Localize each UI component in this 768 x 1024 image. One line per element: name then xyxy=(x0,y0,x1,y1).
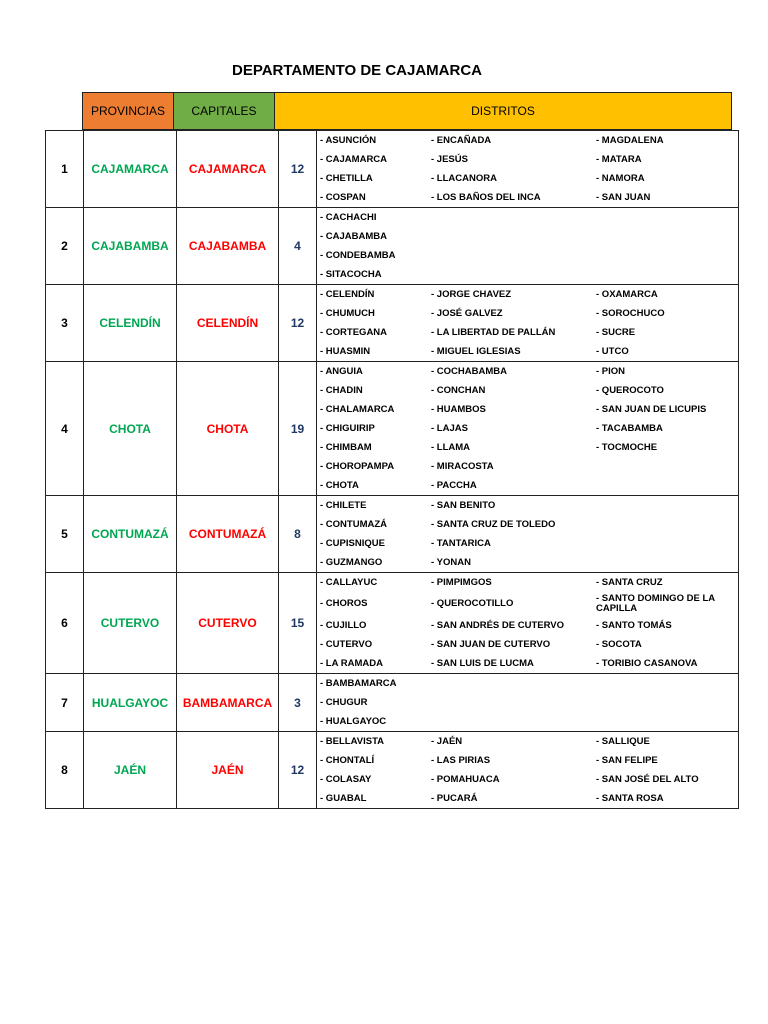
district-name: - SAN JOSÉ DEL ALTO xyxy=(596,773,699,785)
district-name: - TANTARICA xyxy=(431,537,491,549)
province-row xyxy=(46,362,739,496)
district-row xyxy=(317,732,738,751)
district-name: - JAÉN xyxy=(431,735,463,747)
district-row xyxy=(317,304,738,323)
district-name: - CORTEGANA xyxy=(320,326,388,338)
districts-list xyxy=(317,285,738,361)
district-name xyxy=(593,534,738,553)
district-row xyxy=(317,476,738,495)
district-name: - QUEROCOTO xyxy=(596,384,664,396)
district-row xyxy=(317,751,738,770)
district-name xyxy=(593,476,738,495)
district-name: - PIMPIMGOS xyxy=(431,576,492,588)
district-name xyxy=(428,693,593,712)
districts-list xyxy=(317,131,738,207)
district-name: - TACABAMBA xyxy=(596,422,663,434)
row-number: 7 xyxy=(46,674,84,732)
district-name: - POMAHUACA xyxy=(431,773,500,785)
district-name xyxy=(593,693,738,712)
district-name: - SAN JUAN DE CUTERVO xyxy=(431,638,551,650)
province-name: CAJAMARCA xyxy=(84,131,177,208)
district-row xyxy=(317,553,738,572)
page-title-text: DEPARTAMENTO DE CAJAMARCA xyxy=(231,62,482,79)
district-name: - CHIMBAM xyxy=(320,441,372,453)
district-name: - BELLAVISTA xyxy=(320,735,385,747)
districts-cell xyxy=(317,131,739,208)
districts-cell xyxy=(317,573,739,674)
row-number: 5 xyxy=(46,496,84,573)
district-row xyxy=(317,150,738,169)
provinces-table xyxy=(45,130,739,809)
capital-name: CAJABAMBA xyxy=(177,208,279,285)
capital-name: CONTUMAZÁ xyxy=(177,496,279,573)
district-name: - MAGDALENA xyxy=(596,134,664,146)
row-number: 3 xyxy=(46,285,84,362)
district-name: - ANGUIA xyxy=(320,365,363,377)
district-name: - GUABAL xyxy=(320,792,367,804)
district-row xyxy=(317,342,738,361)
district-name xyxy=(593,712,738,731)
district-name: - HUALGAYOC xyxy=(320,715,387,727)
province-row xyxy=(46,131,739,208)
district-row xyxy=(317,693,738,712)
district-name: - JORGE CHAVEZ xyxy=(431,288,512,300)
district-row xyxy=(317,496,738,515)
header-capitales: CAPITALES xyxy=(174,92,275,130)
district-name: - SAN JUAN xyxy=(596,191,651,203)
district-name: - LA RAMADA xyxy=(320,657,383,669)
district-name xyxy=(428,208,593,227)
district-name: - CUTERVO xyxy=(320,638,373,650)
district-name: - SANTA CRUZ xyxy=(596,576,663,588)
district-name: - CONTUMAZÁ xyxy=(320,518,388,530)
districts-list xyxy=(317,732,738,808)
district-name xyxy=(593,457,738,476)
districts-cell xyxy=(317,496,739,573)
district-name: - CHILETE xyxy=(320,499,367,511)
page-title xyxy=(0,62,768,79)
district-name: - SANTA CRUZ DE TOLEDO xyxy=(431,518,556,530)
district-name xyxy=(593,246,738,265)
district-name: - PACCHA xyxy=(431,479,477,491)
districts-list xyxy=(317,573,738,673)
province-row xyxy=(46,732,739,809)
district-count: 12 xyxy=(279,131,317,208)
district-name: - MIRACOSTA xyxy=(431,460,494,472)
row-number: 2 xyxy=(46,208,84,285)
district-name: - CACHACHI xyxy=(320,211,377,223)
district-name: - SALLIQUE xyxy=(596,735,650,747)
district-count: 15 xyxy=(279,573,317,674)
district-name: - ENCAÑADA xyxy=(431,134,492,146)
district-name: - CHOROS xyxy=(320,598,368,609)
district-name: - COCHABAMBA xyxy=(431,365,507,377)
district-name xyxy=(428,246,593,265)
district-row xyxy=(317,208,738,227)
district-name: - OXAMARCA xyxy=(596,288,658,300)
province-name: CHOTA xyxy=(84,362,177,496)
capital-name: JAÉN xyxy=(177,732,279,809)
district-row xyxy=(317,323,738,342)
district-row xyxy=(317,674,738,693)
district-name xyxy=(428,265,593,284)
district-name: - LOS BAÑOS DEL INCA xyxy=(431,191,541,203)
district-row xyxy=(317,188,738,207)
province-row xyxy=(46,496,739,573)
district-name: - MATARA xyxy=(596,153,642,165)
district-row xyxy=(317,400,738,419)
district-name: - CELENDÍN xyxy=(320,288,375,300)
district-name: - CHUGUR xyxy=(320,696,368,708)
row-number: 6 xyxy=(46,573,84,674)
district-name: - CONDEBAMBA xyxy=(320,249,396,261)
district-name: - GUZMANGO xyxy=(320,556,383,568)
district-name: - JESÚS xyxy=(431,153,468,165)
district-name: - CHOROPAMPA xyxy=(320,460,395,472)
district-name: - CALLAYUC xyxy=(320,576,378,588)
district-name: - HUAMBOS xyxy=(431,403,486,415)
row-number: 1 xyxy=(46,131,84,208)
district-row xyxy=(317,515,738,534)
provinces-table-body xyxy=(46,131,739,809)
province-row xyxy=(46,285,739,362)
district-name: - LA LIBERTAD DE PALLÁN xyxy=(431,326,556,338)
district-name: - CAJAMARCA xyxy=(320,153,388,165)
district-row xyxy=(317,381,738,400)
district-row xyxy=(317,573,738,592)
district-name: - ASUNCIÓN xyxy=(320,134,377,146)
district-name: - SANTO DOMINGO DE LA CAPILLA xyxy=(596,593,715,614)
district-row xyxy=(317,654,738,673)
district-count: 8 xyxy=(279,496,317,573)
row-number: 8 xyxy=(46,732,84,809)
province-name: CELENDÍN xyxy=(84,285,177,362)
province-row xyxy=(46,208,739,285)
province-name: HUALGAYOC xyxy=(84,674,177,732)
district-name xyxy=(428,227,593,246)
district-name: - LAS PIRIAS xyxy=(431,754,491,766)
districts-list xyxy=(317,208,738,284)
row-number: 4 xyxy=(46,362,84,496)
district-row xyxy=(317,770,738,789)
district-name: - CHUMUCH xyxy=(320,307,375,319)
district-name: - UTCO xyxy=(596,345,629,357)
district-name: - SAN FELIPE xyxy=(596,754,658,766)
districts-cell xyxy=(317,674,739,732)
district-name: - CHADIN xyxy=(320,384,363,396)
province-name: CAJABAMBA xyxy=(84,208,177,285)
district-name: - LLACANORA xyxy=(431,172,497,184)
district-name xyxy=(593,515,738,534)
district-name: - PUCARÁ xyxy=(431,792,478,804)
capital-name: CHOTA xyxy=(177,362,279,496)
district-name: - SANTA ROSA xyxy=(596,792,664,804)
province-row xyxy=(46,573,739,674)
district-name: - QUEROCOTILLO xyxy=(431,598,514,609)
province-name: JAÉN xyxy=(84,732,177,809)
district-name: - BAMBAMARCA xyxy=(320,677,397,689)
capital-name: BAMBAMARCA xyxy=(177,674,279,732)
district-name xyxy=(428,674,593,693)
district-row xyxy=(317,285,738,304)
district-name: - SAN JUAN DE LICUPIS xyxy=(596,403,707,415)
district-name: - CHALAMARCA xyxy=(320,403,395,415)
district-name: - CUPISNIQUE xyxy=(320,537,385,549)
table-header xyxy=(82,92,732,130)
district-count: 3 xyxy=(279,674,317,732)
district-count: 4 xyxy=(279,208,317,285)
district-row xyxy=(317,246,738,265)
districts-cell xyxy=(317,732,739,809)
district-name: - PION xyxy=(596,365,626,377)
district-count: 12 xyxy=(279,732,317,809)
district-name: - CAJABAMBA xyxy=(320,230,388,242)
district-name: - SAN LUIS DE LUCMA xyxy=(431,657,534,669)
district-name: - SAN BENITO xyxy=(431,499,496,511)
districts-cell xyxy=(317,285,739,362)
district-row xyxy=(317,169,738,188)
district-count: 12 xyxy=(279,285,317,362)
district-name: - SANTO TOMÁS xyxy=(596,619,672,631)
districts-list xyxy=(317,496,738,572)
district-name: - MIGUEL IGLESIAS xyxy=(431,345,521,357)
district-name xyxy=(593,674,738,693)
district-name: - CHOTA xyxy=(320,479,359,491)
district-name: - TOCMOCHE xyxy=(596,441,658,453)
district-name: - HUASMIN xyxy=(320,345,371,357)
district-name: - NAMORA xyxy=(596,172,645,184)
district-name: - CONCHAN xyxy=(431,384,486,396)
capital-name: CUTERVO xyxy=(177,573,279,674)
district-name: - TORIBIO CASANOVA xyxy=(596,657,698,669)
district-name: - SOROCHUCO xyxy=(596,307,665,319)
district-count: 19 xyxy=(279,362,317,496)
district-row xyxy=(317,616,738,635)
district-row xyxy=(317,419,738,438)
header-distritos: DISTRITOS xyxy=(275,92,732,130)
district-name: - YONAN xyxy=(431,556,471,568)
district-row xyxy=(317,227,738,246)
district-name: - LLAMA xyxy=(431,441,471,453)
district-name xyxy=(593,265,738,284)
district-row xyxy=(317,592,738,616)
district-name: - SAN ANDRÉS DE CUTERVO xyxy=(431,619,565,631)
district-name: - COSPAN xyxy=(320,191,366,203)
district-row xyxy=(317,362,738,381)
province-row xyxy=(46,674,739,732)
district-row xyxy=(317,712,738,731)
district-name xyxy=(593,227,738,246)
districts-list xyxy=(317,362,738,495)
district-name xyxy=(593,553,738,572)
districts-cell xyxy=(317,362,739,496)
districts-cell xyxy=(317,208,739,285)
district-name: - SITACOCHA xyxy=(320,268,382,280)
district-name xyxy=(428,712,593,731)
district-row xyxy=(317,438,738,457)
district-name: - SUCRE xyxy=(596,326,636,338)
district-name: - JOSÉ GALVEZ xyxy=(431,307,503,319)
district-name: - CHETILLA xyxy=(320,172,373,184)
district-name xyxy=(593,208,738,227)
capital-name: CAJAMARCA xyxy=(177,131,279,208)
province-name: CONTUMAZÁ xyxy=(84,496,177,573)
district-name: - SOCOTA xyxy=(596,638,642,650)
district-row xyxy=(317,635,738,654)
capital-name: CELENDÍN xyxy=(177,285,279,362)
district-row xyxy=(317,265,738,284)
district-name: - CHIGUIRIP xyxy=(320,422,375,434)
district-name xyxy=(593,496,738,515)
districts-list xyxy=(317,674,738,731)
header-provincias: PROVINCIAS xyxy=(82,92,174,130)
district-row xyxy=(317,534,738,553)
province-name: CUTERVO xyxy=(84,573,177,674)
district-row xyxy=(317,131,738,150)
district-name: - LAJAS xyxy=(431,422,468,434)
district-name: - CHONTALÍ xyxy=(320,754,375,766)
district-row xyxy=(317,457,738,476)
district-name: - COLASAY xyxy=(320,773,372,785)
district-row xyxy=(317,789,738,808)
district-name: - CUJILLO xyxy=(320,619,367,631)
